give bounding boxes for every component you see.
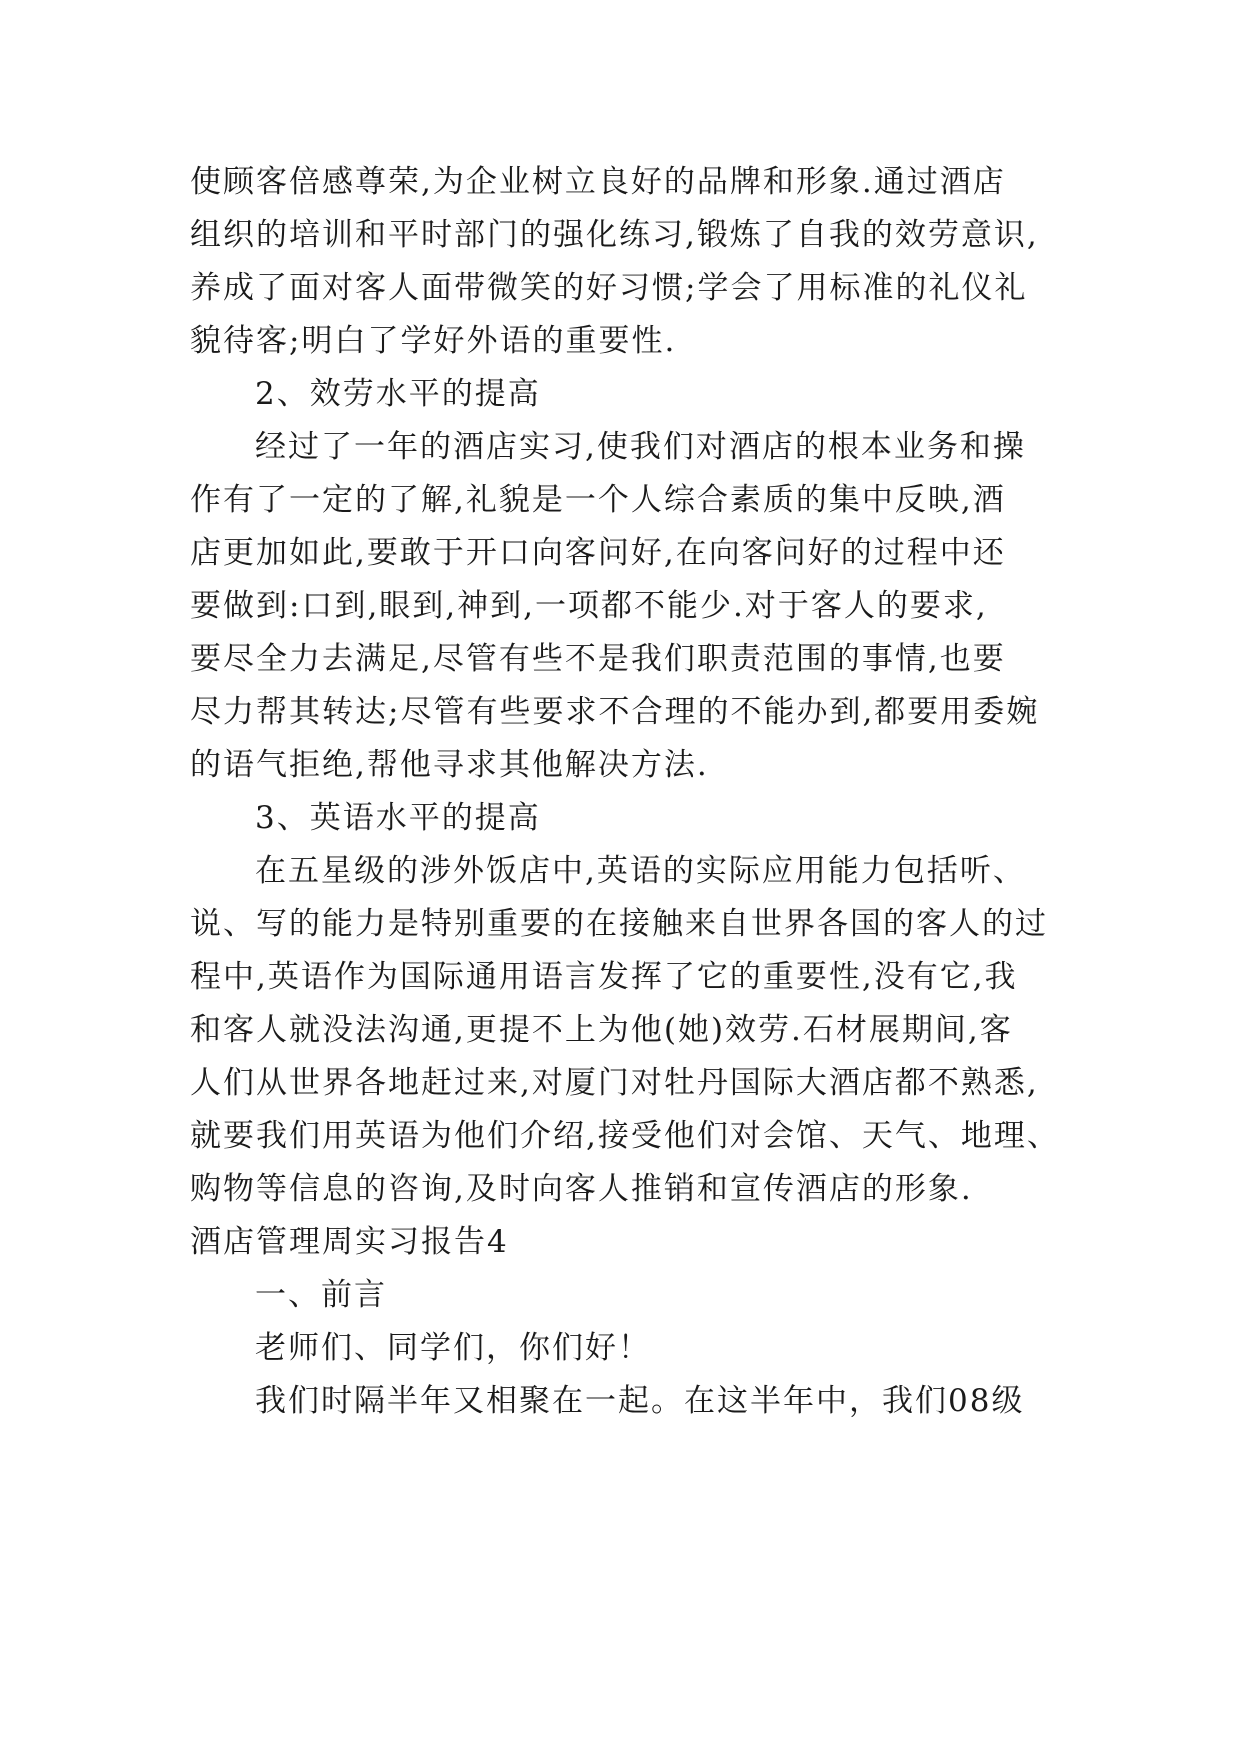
paragraph-line: 购物等信息的咨询,及时向客人推销和宣传酒店的形象. [190, 1171, 973, 1207]
paragraph-line: 组织的培训和平时部门的强化练习,锻炼了自我的效劳意识, [190, 217, 1039, 253]
paragraph-line: 使顾客倍感尊荣,为企业树立良好的品牌和形象.通过酒店 [190, 164, 1006, 200]
paragraph-line: 说、写的能力是特别重要的在接触来自世界各国的客人的过 [190, 906, 1048, 942]
paragraph-line: 作有了一定的了解,礼貌是一个人综合素质的集中反映,酒 [190, 482, 1006, 518]
paragraph-line: 和客人就没法沟通,更提不上为他(她)效劳.石材展期间,客 [190, 1012, 1013, 1048]
paragraph-line: 要尽全力去满足,尽管有些不是我们职责范围的事情,也要 [190, 641, 1006, 677]
paragraph-line: 程中,英语作为国际通用语言发挥了它的重要性,没有它,我 [190, 959, 1018, 995]
paragraph-line: 尽力帮其转达;尽管有些要求不合理的不能办到,都要用委婉 [190, 694, 1040, 730]
paragraph-line: 人们从世界各地赶过来,对厦门对牡丹国际大酒店都不熟悉, [190, 1065, 1039, 1101]
section-heading: 一、前言 [255, 1277, 387, 1313]
paragraph-line: 养成了面对客人面带微笑的好习惯;学会了用标准的礼仪礼 [190, 270, 1028, 306]
paragraph-line: 在五星级的涉外饭店中,英语的实际应用能力包括听、 [255, 853, 1026, 889]
paragraph-line: 要做到:口到,眼到,神到,一项都不能少.对于客人的要求, [190, 588, 988, 624]
report-title: 酒店管理周实习报告4 [190, 1224, 509, 1260]
greeting-line: 老师们、同学们，你们好！ [255, 1330, 651, 1366]
paragraph-line: 我们时隔半年又相聚在一起。在这半年中，我们08级 [255, 1383, 1025, 1419]
paragraph-line: 貌待客;明白了学好外语的重要性. [190, 323, 677, 359]
paragraph-line: 经过了一年的酒店实习,使我们对酒店的根本业务和操 [255, 429, 1026, 465]
section-heading: 2、效劳水平的提高 [255, 376, 541, 412]
section-heading: 3、英语水平的提高 [255, 800, 541, 836]
paragraph-line: 的语气拒绝,帮他寻求其他解决方法. [190, 747, 709, 783]
paragraph-line: 店更加如此,要敢于开口向客问好,在向客问好的过程中还 [190, 535, 1006, 571]
paragraph-line: 就要我们用英语为他们介绍,接受他们对会馆、天气、地理、 [190, 1118, 1060, 1154]
